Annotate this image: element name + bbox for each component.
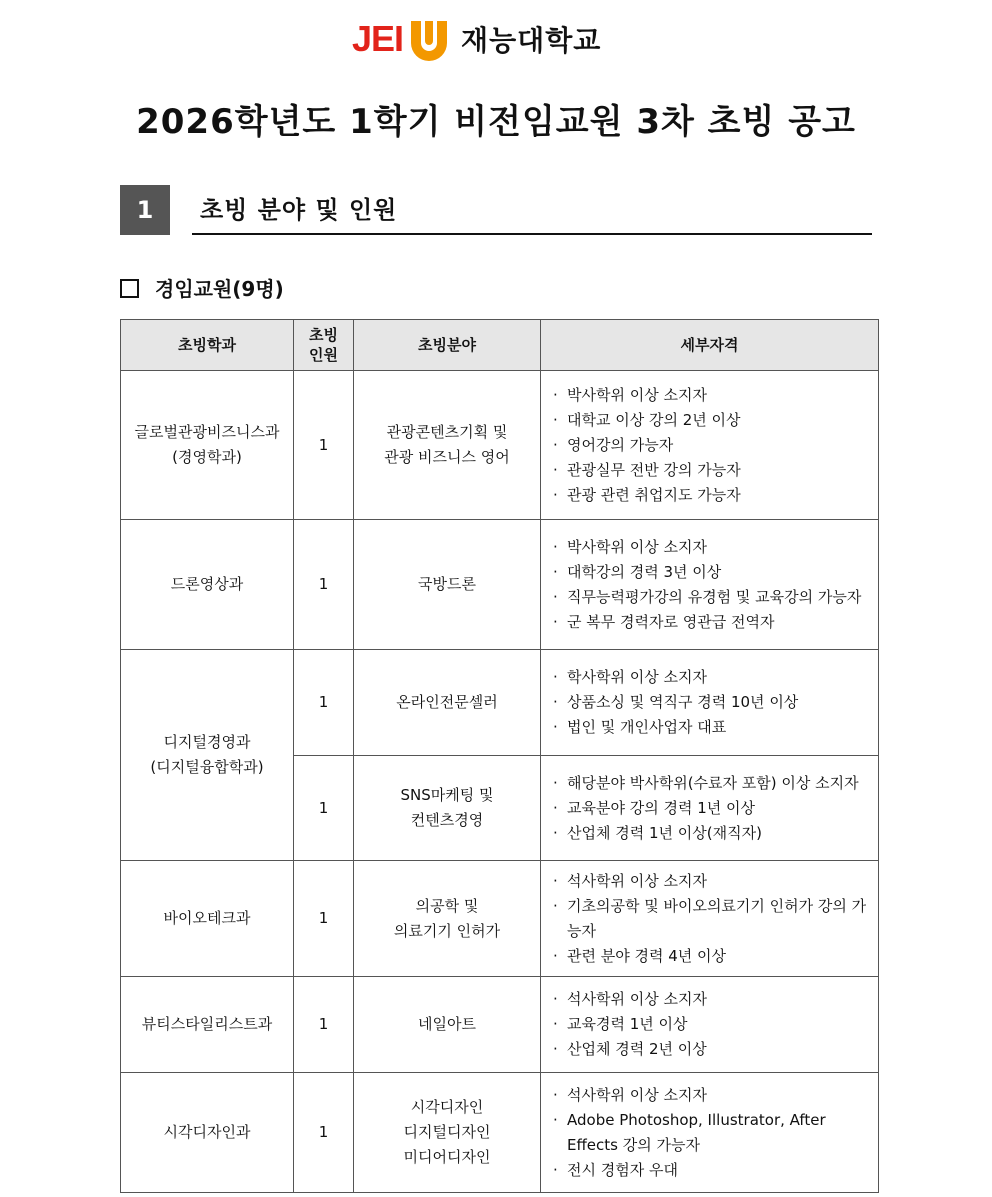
field-cell <box>354 650 541 756</box>
bullet: · <box>553 587 558 606</box>
field-line: 컨텐츠경영 <box>410 811 484 829</box>
qual-item <box>553 610 868 635</box>
field-line: 관광 비즈니스 영어 <box>384 448 510 466</box>
bullet: · <box>553 435 558 454</box>
field-cell <box>354 1073 541 1193</box>
dept-cell <box>121 861 294 977</box>
field-line: 국방드론 <box>418 575 476 593</box>
dept-line: 드론영상과 <box>170 575 244 593</box>
dept-line: 글로벌관광비즈니스과 <box>134 423 280 441</box>
count-cell: 1 <box>294 977 354 1073</box>
field-cell <box>354 861 541 977</box>
field-line: 의공학 및 <box>415 896 479 915</box>
qual-cell <box>541 1073 879 1193</box>
bullet: · <box>553 823 558 842</box>
qual-text: 해당분야 박사학위(수료자 포함) 이상 소지자 <box>567 773 859 792</box>
qual-item <box>553 585 868 610</box>
qual-text: 교육경력 1년 이상 <box>567 1015 688 1033</box>
section-number: 1 <box>120 185 170 235</box>
qual-text: 학사학위 이상 소지자 <box>567 668 707 686</box>
bullet: · <box>553 896 558 915</box>
dept-line: (디지털융합학과) <box>150 758 264 776</box>
section-underline <box>192 233 872 235</box>
qual-text: 법인 및 개인사업자 대표 <box>567 718 727 736</box>
table-row <box>121 977 879 1073</box>
qual-item <box>553 796 868 821</box>
qual-item <box>553 821 868 846</box>
qual-item <box>553 1108 868 1158</box>
qual-cell <box>541 756 879 861</box>
qual-item <box>553 433 868 458</box>
subheading-text: 경임교원(9명) <box>155 277 284 301</box>
qual-text: 박사학위 이상 소지자 <box>567 537 707 556</box>
qual-text: 대학강의 경력 3년 이상 <box>567 562 722 581</box>
qual-item <box>553 771 868 796</box>
qual-item <box>553 1158 868 1183</box>
field-cell <box>354 520 541 650</box>
qual-text: 산업체 경력 1년 이상(재직자) <box>567 823 762 842</box>
subheading <box>120 273 284 302</box>
bullet: · <box>553 718 558 736</box>
qual-text: 직무능력평가강의 유경험 및 교육강의 가능자 <box>567 587 862 606</box>
logo-name: 재능대학교 <box>461 24 602 57</box>
bullet: · <box>553 990 558 1008</box>
dept-line: 시각디자인과 <box>163 1123 251 1141</box>
qual-cell <box>541 650 879 756</box>
table-row <box>121 371 879 520</box>
dept-line: (경영학과) <box>172 448 242 466</box>
header-count <box>294 320 354 371</box>
qual-cell <box>541 977 879 1073</box>
header-dept: 초빙학과 <box>121 320 294 371</box>
qual-text: 관련 분야 경력 4년 이상 <box>567 946 727 965</box>
qual-item <box>553 715 868 740</box>
dept-cell <box>121 371 294 520</box>
qual-text: 상품소싱 및 역직구 경력 10년 이상 <box>567 693 799 711</box>
header-qual: 세부자격 <box>541 320 879 371</box>
dept-cell <box>121 977 294 1073</box>
field-line: 네일아트 <box>418 1015 476 1033</box>
header-field: 초빙분야 <box>354 320 541 371</box>
table-row <box>121 1073 879 1193</box>
qual-item <box>553 1012 868 1037</box>
qual-text: 박사학위 이상 소지자 <box>567 385 707 404</box>
bullet: · <box>553 537 558 556</box>
bullet: · <box>553 773 558 792</box>
qual-text: 산업체 경력 2년 이상 <box>567 1040 707 1058</box>
field-cell <box>354 371 541 520</box>
table-row <box>121 861 879 977</box>
qual-text: 교육분야 강의 경력 1년 이상 <box>567 798 756 817</box>
field-line: SNS마케팅 및 <box>400 786 494 804</box>
field-cell <box>354 756 541 861</box>
dept-cell <box>121 520 294 650</box>
qual-text: 관광실무 전반 강의 가능자 <box>567 460 741 479</box>
qual-text: 영어강의 가능자 <box>567 435 674 454</box>
qual-item <box>553 483 868 508</box>
bullet: · <box>553 1110 558 1129</box>
qual-cell <box>541 861 879 977</box>
qual-item <box>553 869 868 894</box>
qual-text: 석사학위 이상 소지자 <box>567 1085 707 1104</box>
qual-item <box>553 944 868 969</box>
bullet: · <box>553 385 558 404</box>
qual-item <box>553 1083 868 1108</box>
recruitment-table <box>120 319 879 1193</box>
qual-text: Adobe Photoshop, Illustrator, After Effects 강의 가능자 <box>567 1110 826 1154</box>
field-line: 디지털디자인 <box>403 1123 491 1141</box>
dept-cell <box>121 1073 294 1193</box>
bullet: · <box>553 1015 558 1033</box>
qual-text: 석사학위 이상 소지자 <box>567 990 707 1008</box>
checkbox-icon <box>120 279 139 298</box>
field-cell <box>354 977 541 1073</box>
qual-cell <box>541 371 879 520</box>
logo <box>352 14 601 64</box>
qual-item <box>553 665 868 690</box>
bullet: · <box>553 693 558 711</box>
qual-item <box>553 560 868 585</box>
bullet: · <box>553 668 558 686</box>
bullet: · <box>553 1085 558 1104</box>
field-line: 관광콘텐츠기획 및 <box>386 423 508 441</box>
field-line: 온라인전문셀러 <box>396 693 498 711</box>
section-title: 초빙 분야 및 인원 <box>200 196 398 224</box>
dept-line: 바이오테크과 <box>163 909 251 927</box>
bullet: · <box>553 1040 558 1058</box>
table-header-row <box>121 320 879 371</box>
qual-text: 대학교 이상 강의 2년 이상 <box>567 410 741 429</box>
count-cell: 1 <box>294 756 354 861</box>
qual-text: 군 복무 경력자로 영관급 전역자 <box>567 612 775 631</box>
qual-text: 관광 관련 취업지도 가능자 <box>567 485 741 504</box>
dept-cell <box>121 650 294 861</box>
table-row <box>121 520 879 650</box>
bullet: · <box>553 410 558 429</box>
count-cell: 1 <box>294 861 354 977</box>
count-cell: 1 <box>294 520 354 650</box>
dept-line: 뷰티스타일리스트과 <box>141 1015 273 1033</box>
count-cell: 1 <box>294 1073 354 1193</box>
logo-mark-icon <box>407 17 451 61</box>
count-cell: 1 <box>294 650 354 756</box>
qual-text: 석사학위 이상 소지자 <box>567 871 707 890</box>
header-count-line1: 초빙 <box>309 326 338 344</box>
bullet: · <box>553 612 558 631</box>
bullet: · <box>553 798 558 817</box>
bullet: · <box>553 485 558 504</box>
dept-line: 디지털경영과 <box>163 733 251 751</box>
logo-brand: JEI <box>352 18 404 59</box>
qual-item <box>553 690 868 715</box>
qual-text: 전시 경험자 우대 <box>567 1160 678 1179</box>
bullet: · <box>553 460 558 479</box>
bullet: · <box>553 562 558 581</box>
table-row <box>121 650 879 756</box>
bullet: · <box>553 1160 558 1179</box>
qual-cell <box>541 520 879 650</box>
field-line: 의료기기 인허가 <box>393 921 501 940</box>
qual-item <box>553 408 868 433</box>
count-cell: 1 <box>294 371 354 520</box>
page-title: 2026학년도 1학기 비전임교원 3차 초빙 공고 <box>136 102 856 142</box>
qual-text: 기초의공학 및 바이오의료기기 인허가 강의 가능자 <box>567 896 867 940</box>
qual-item <box>553 894 868 944</box>
bullet: · <box>553 946 558 965</box>
qual-item <box>553 383 868 408</box>
field-line: 시각디자인 <box>410 1098 484 1116</box>
bullet: · <box>553 871 558 890</box>
qual-item <box>553 535 868 560</box>
qual-item <box>553 458 868 483</box>
qual-item <box>553 1037 868 1062</box>
qual-item <box>553 987 868 1012</box>
field-line: 미디어디자인 <box>403 1148 491 1166</box>
header-count-line2: 인원 <box>309 346 338 364</box>
